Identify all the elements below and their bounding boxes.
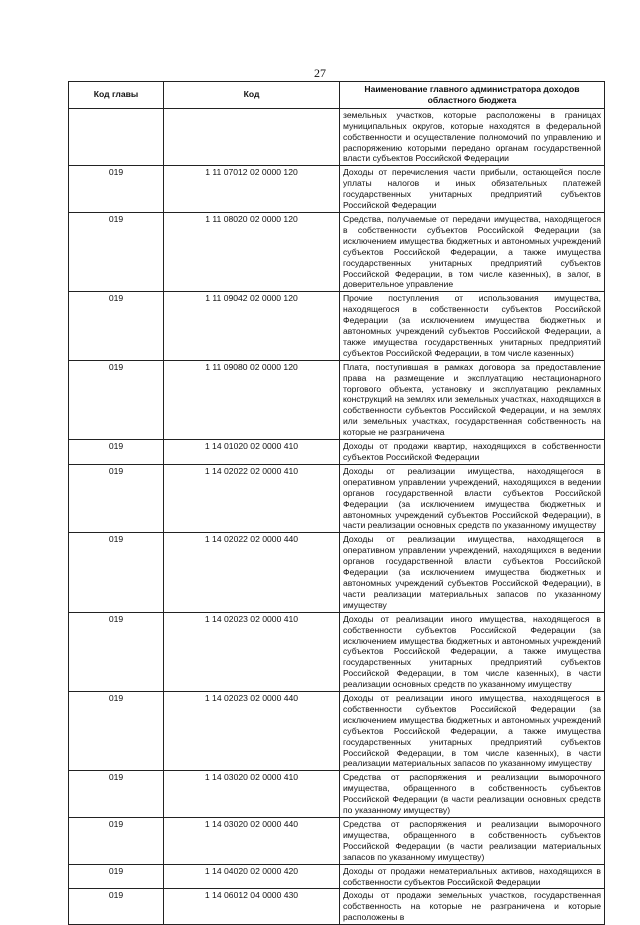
table-row — [69, 464, 605, 532]
head-code-cell — [69, 108, 164, 166]
revenue-name-cell: Доходы от перечисления части прибыли, остающейся после уплаты налогов и иных обязательных платежей государственных унитарных предприятий субъектов Российской Федерации — [340, 166, 605, 213]
budget-code-cell — [164, 108, 340, 166]
revenue-name-cell: Доходы от реализации имущества, находящегося в оперативном управлении учреждений, находящихся в ведении органов государственной власти субъектов Российской Федерации (за исключением имущества бюджетных и автономных учреждений субъектов Российской Федерации), в части реализации материальных запасов по указанному имуществу — [340, 533, 605, 612]
table-row — [69, 612, 605, 691]
budget-code-cell: 1 11 09042 02 0000 120 — [164, 292, 340, 360]
budget-code-cell: 1 11 07012 02 0000 120 — [164, 166, 340, 213]
table-row — [69, 292, 605, 360]
budget-code-cell: 1 14 03020 02 0000 410 — [164, 771, 340, 818]
head-code-cell: 019 — [69, 464, 164, 532]
revenue-name-cell: Доходы от продажи нематериальных активов, находящихся в собственности субъектов Российской Федерации — [340, 864, 605, 889]
head-code-cell: 019 — [69, 889, 164, 925]
budget-code-cell: 1 11 08020 02 0000 120 — [164, 212, 340, 291]
head-code-cell: 019 — [69, 360, 164, 439]
budget-code-cell: 1 11 09080 02 0000 120 — [164, 360, 340, 439]
head-code-cell: 019 — [69, 864, 164, 889]
table-row — [69, 864, 605, 889]
head-code-cell: 019 — [69, 818, 164, 865]
head-code-cell: 019 — [69, 533, 164, 612]
head-code-cell: 019 — [69, 440, 164, 465]
table-row — [69, 212, 605, 291]
revenue-name-cell: Средства от распоряжения и реализации выморочного имущества, обращенного в собственность субъектов Российской Федерации (в части реализации материальных запасов по указанному имуществу) — [340, 818, 605, 865]
header-name: Наименование главного администратора доходов областного бюджета — [340, 82, 605, 109]
budget-code-cell: 1 14 02022 02 0000 440 — [164, 533, 340, 612]
head-code-cell: 019 — [69, 612, 164, 691]
head-code-cell: 019 — [69, 212, 164, 291]
revenue-name-cell: Доходы от реализации иного имущества, находящегося в собственности субъектов Российской Федерации (за исключением имущества бюджетных и автономных учреждений субъектов Российской Федерации, а также имущества государственных унитарных предприятий субъектов Российской Федерации, в том числе казенных), в части реализации основных средств по указанному имуществу — [340, 612, 605, 691]
table-row — [69, 360, 605, 439]
revenue-name-cell: Средства, получаемые от передачи имущества, находящегося в собственности субъектов Российской Федерации (за исключением имущества бюджетных и автономных учреждений субъектов Российской Федерации, а также имущества государственных унитарных предприятий субъектов Российской Федерации, в том числе казенных), в залог, в доверительное управление — [340, 212, 605, 291]
revenue-name-cell: Доходы от продажи земельных участков, государственная собственность на которые не разграничена и которые расположены в — [340, 889, 605, 925]
table-row — [69, 108, 605, 166]
table-row — [69, 889, 605, 925]
budget-code-cell: 1 14 02022 02 0000 410 — [164, 464, 340, 532]
head-code-cell: 019 — [69, 166, 164, 213]
revenue-name-cell: Доходы от реализации имущества, находящегося в оперативном управлении учреждений, находящихся в ведении органов государственной власти субъектов Российской Федерации (за исключением имущества бюджетных и автономных учреждений субъектов Российской Федерации), в части реализации основных средств по указанному имуществу — [340, 464, 605, 532]
page-number: 27 — [314, 66, 326, 80]
budget-code-cell: 1 14 03020 02 0000 440 — [164, 818, 340, 865]
head-code-cell: 019 — [69, 692, 164, 771]
revenue-name-cell: Доходы от реализации иного имущества, находящегося в собственности субъектов Российской Федерации (за исключением имущества бюджетных и автономных учреждений субъектов Российской Федерации, а также имущества государственных унитарных предприятий субъектов Российской Федерации, в том числе казенных), в части реализации материальных запасов по указанному имуществу — [340, 692, 605, 771]
table-row — [69, 818, 605, 865]
table-body — [69, 108, 605, 924]
header-head-code: Код главы — [69, 82, 164, 109]
revenue-name-cell: Прочие поступления от использования имущества, находящегося в собственности субъектов Российской Федерации (за исключением имущества бюджетных и автономных учреждений субъектов Российской Федерации, а также имущества государственных унитарных предприятий субъектов Российской Федерации, в том числе казенных) — [340, 292, 605, 360]
table-row — [69, 692, 605, 771]
budget-code-cell: 1 14 04020 02 0000 420 — [164, 864, 340, 889]
head-code-cell: 019 — [69, 292, 164, 360]
budget-code-cell: 1 14 02023 02 0000 440 — [164, 692, 340, 771]
table-header — [69, 82, 605, 109]
table-row — [69, 166, 605, 213]
revenue-administrators-table — [68, 81, 605, 925]
table-row — [69, 771, 605, 818]
revenue-name-cell: Доходы от продажи квартир, находящихся в собственности субъектов Российской Федерации — [340, 440, 605, 465]
table-row — [69, 533, 605, 612]
budget-code-cell: 1 14 02023 02 0000 410 — [164, 612, 340, 691]
budget-code-cell: 1 14 06012 04 0000 430 — [164, 889, 340, 925]
budget-code-cell: 1 14 01020 02 0000 410 — [164, 440, 340, 465]
revenue-name-cell: Средства от распоряжения и реализации выморочного имущества, обращенного в собственность субъектов Российской Федерации (в части реализации основных средств по указанному имуществу) — [340, 771, 605, 818]
table-row — [69, 440, 605, 465]
head-code-cell: 019 — [69, 771, 164, 818]
header-code: Код — [164, 82, 340, 109]
revenue-name-cell: земельных участков, которые расположены в границах муниципальных округов, которые находятся в федеральной собственности и осуществление полномочий по управлению и распоряжению которыми передано органам государственной власти субъектов Российской Федерации — [340, 108, 605, 166]
revenue-name-cell: Плата, поступившая в рамках договора за предоставление права на размещение и эксплуатацию нестационарного торгового объекта, установку и эксплуатацию рекламных конструкций на землях или земельных участках, находящихся в собственности субъектов Российской Федерации, и на землях или земельных участках, государственная собственность на которые не разграничена — [340, 360, 605, 439]
